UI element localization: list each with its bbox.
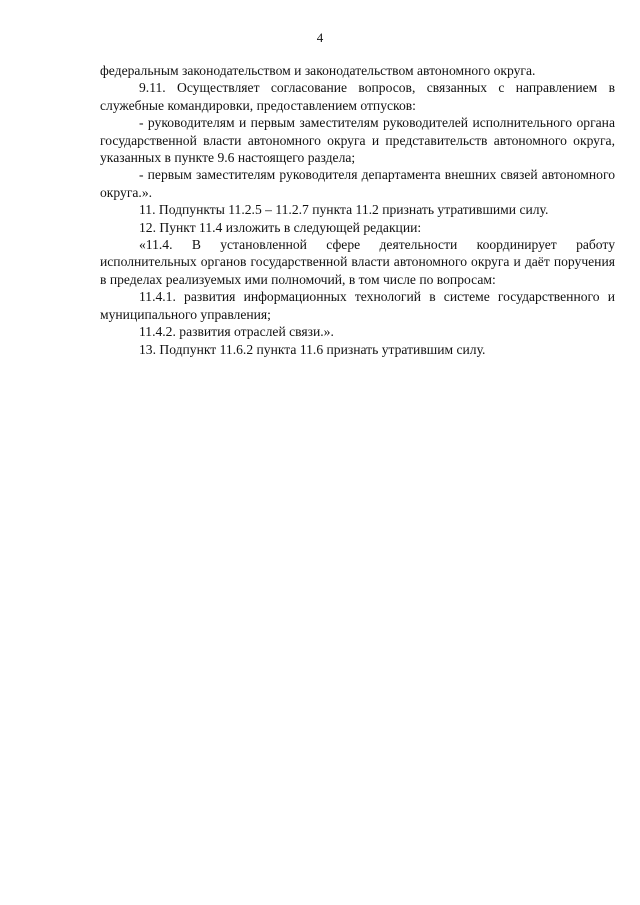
page-number: 4	[316, 30, 324, 45]
paragraph-11-4-1: 11.4.1. развития информационных технологий в системе государственного и муниципального управления;	[100, 289, 615, 322]
paragraph-11-4-2: 11.4.2. развития отраслей связи.».	[139, 324, 334, 340]
paragraph-item-13: 13. Подпункт 11.6.2 пункта 11.6 признать утратившим силу.	[139, 341, 486, 357]
document-body	[100, 62, 615, 358]
list-item-first-deputies: - первым заместителям руководителя департамента внешних связей автономного округа.».	[100, 167, 615, 200]
paragraph-9-11: 9.11. Осуществляет согласование вопросов, связанных с направлением в служебные командировки, предоставлением отпусков:	[100, 80, 615, 113]
paragraph-11-4: «11.4. В установленной сфере деятельности координирует работу исполнительных органов государственной власти автономного округа и даёт поручения в пределах реализуемых ими полномочий, в том числе по вопросам:	[100, 237, 615, 287]
paragraph-item-11: 11. Подпункты 11.2.5 – 11.2.7 пункта 11.2 признать утратившими силу.	[139, 202, 549, 218]
paragraph-item-12: 12. Пункт 11.4 изложить в следующей редакции:	[139, 219, 422, 235]
paragraph-continuation: федеральным законодательством и законодательством автономного округа.	[100, 63, 536, 78]
list-item-heads: - руководителям и первым заместителям руководителей исполнительного органа государственной власти автономного округа и представительств автономного округа, указанных в пункте 9.6 настоящего раздела;	[100, 115, 615, 166]
